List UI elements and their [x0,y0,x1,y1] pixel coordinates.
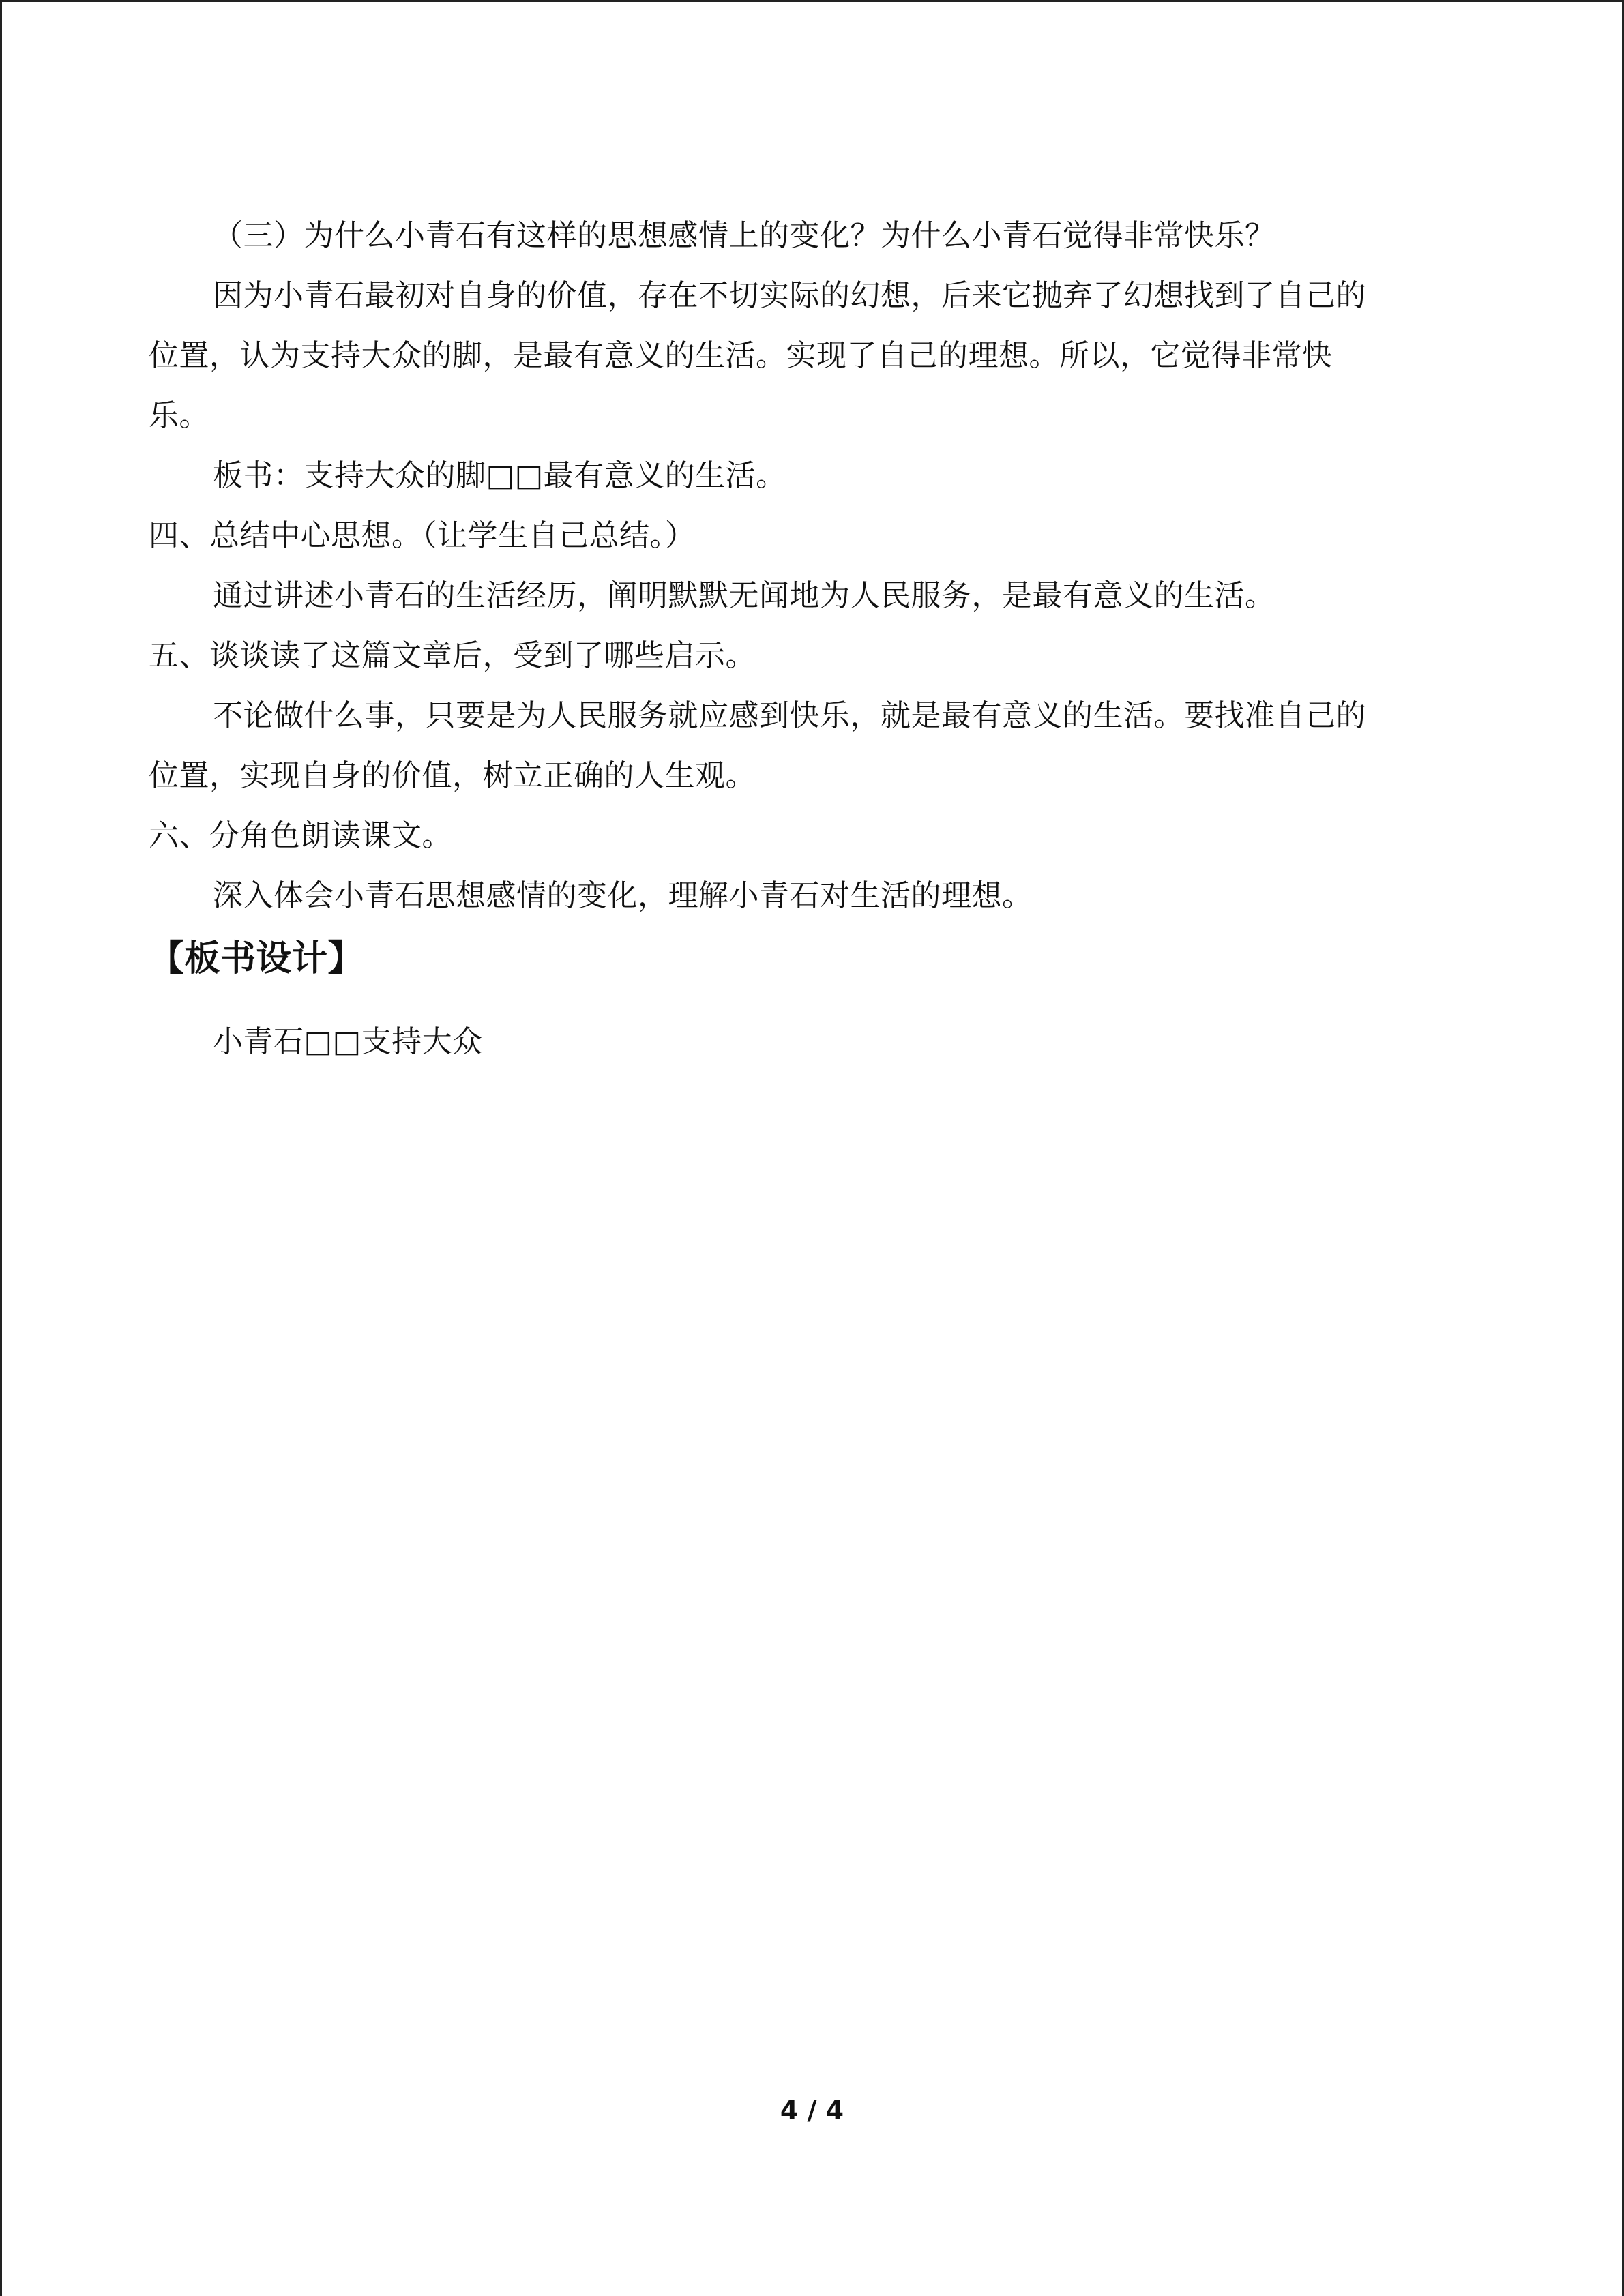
page-number: 4 / 4 [780,2096,844,2126]
board-note: 板书：支持大众的脚□□最有意义的生活。 [213,458,786,493]
question-three: （三）为什么小青石有这样的思想感情上的变化？为什么小青石觉得非常快乐？ [213,218,1275,253]
section-six-title: 六、分角色朗读课文。 [149,818,452,853]
section-five-body-line-2: 位置，实现自身的价值，树立正确的人生观。 [149,758,756,793]
answer-three-line-2: 位置，认为支持大众的脚，是最有意义的生活。实现了自己的理想。所以，它觉得非常快 [149,338,1333,373]
board-design-heading: 【板书设计】 [149,938,364,979]
board-design-content: 小青石□□支持大众 [213,1024,483,1059]
answer-three-line-3: 乐。 [149,398,209,433]
page-left-border [0,0,2,2296]
answer-three-line-1: 因为小青石最初对自身的价值，存在不切实际的幻想，后来它抛弃了幻想找到了自己的 [213,278,1366,313]
section-four-title: 四、总结中心思想。（让学生自己总结。） [149,518,696,553]
section-four-body: 通过讲述小青石的生活经历，阐明默默无闻地为人民服务，是最有意义的生活。 [213,578,1275,613]
section-five-body-line-1: 不论做什么事，只要是为人民服务就应感到快乐，就是最有意义的生活。要找准自己的 [213,698,1366,733]
section-five-title: 五、谈谈读了这篇文章后，受到了哪些启示。 [149,638,756,673]
section-six-body: 深入体会小青石思想感情的变化，理解小青石对生活的理想。 [213,878,1033,913]
page-top-border [0,0,1624,2]
